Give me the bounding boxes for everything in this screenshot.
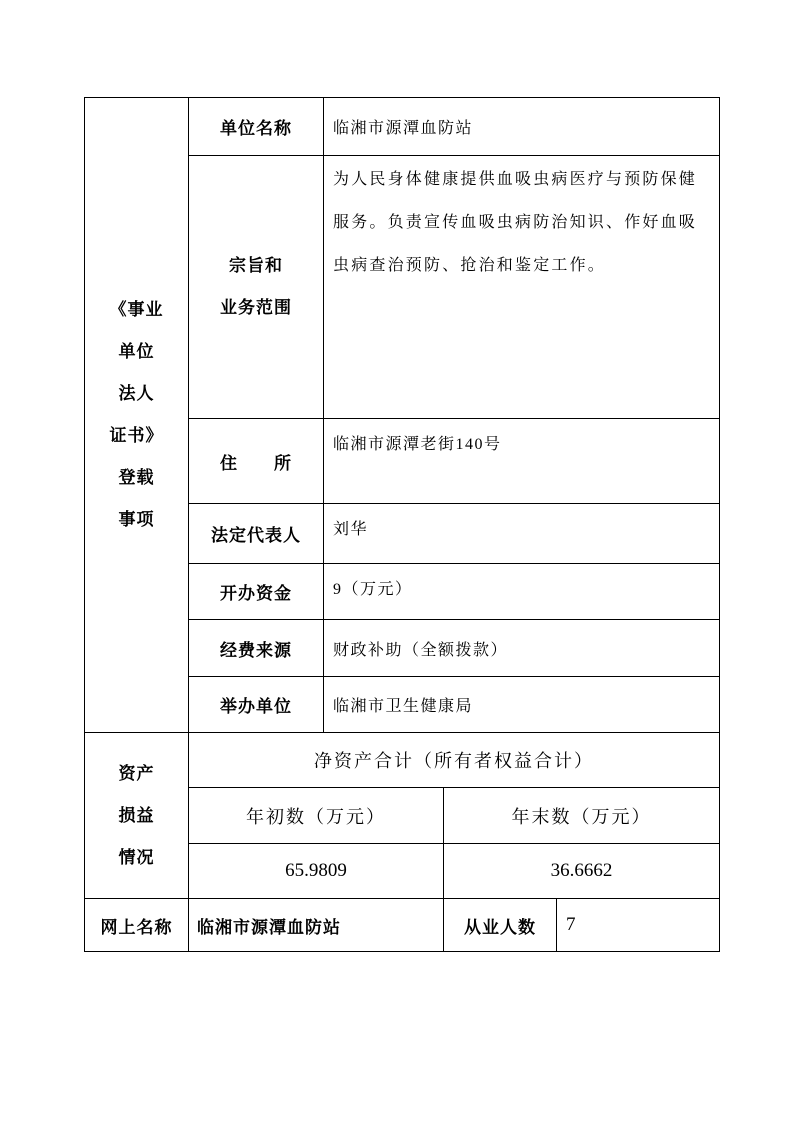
address-label: 住 所	[189, 419, 324, 504]
net-assets-header: 净资产合计（所有者权益合计）	[189, 733, 720, 788]
sponsor-value: 临湘市卫生健康局	[324, 677, 720, 733]
title-line: 事项	[118, 510, 155, 529]
title-line: 损益	[118, 805, 155, 825]
unit-name-label: 单位名称	[189, 98, 324, 156]
purpose-label	[189, 156, 324, 419]
label-line: 业务范围	[220, 298, 292, 317]
legal-rep-label: 法定代表人	[189, 504, 324, 564]
online-name-label: 网上名称	[85, 899, 189, 952]
legal-rep-value: 刘华	[324, 504, 720, 564]
title-line: 《事业	[109, 300, 164, 319]
title-line: 登载	[118, 468, 155, 487]
sponsor-label: 举办单位	[189, 677, 324, 733]
end-of-year-header: 年末数（万元）	[444, 788, 720, 844]
funds-value: 9（万元）	[324, 564, 720, 620]
label-line: 宗旨和	[229, 256, 283, 275]
online-name-value: 临湘市源潭血防站	[189, 899, 444, 952]
funds-label: 开办资金	[189, 564, 324, 620]
staff-count-value: 7	[557, 899, 720, 952]
start-of-year-value: 65.9809	[189, 844, 444, 899]
assets-section-title	[85, 733, 189, 899]
funding-source-value: 财政补助（全额拨款）	[324, 620, 720, 677]
title-line: 情况	[118, 847, 155, 867]
address-value: 临湘市源潭老街140号	[324, 419, 720, 504]
title-line: 资产	[118, 763, 155, 783]
certificate-section-title	[85, 98, 189, 733]
staff-count-label: 从业人数	[444, 899, 557, 952]
title-line: 证书》	[109, 426, 164, 445]
purpose-value: 为人民身体健康提供血吸虫病医疗与预防保健服务。负责宣传血吸虫病防治知识、作好血吸虫病查治预防、抢治和鉴定工作。	[324, 156, 720, 419]
registration-table	[84, 97, 720, 952]
unit-name-value: 临湘市源潭血防站	[324, 98, 720, 156]
title-line: 单位	[118, 342, 155, 361]
title-line: 法人	[118, 384, 155, 403]
start-of-year-header: 年初数（万元）	[189, 788, 444, 844]
end-of-year-value: 36.6662	[444, 844, 720, 899]
funding-source-label: 经费来源	[189, 620, 324, 677]
